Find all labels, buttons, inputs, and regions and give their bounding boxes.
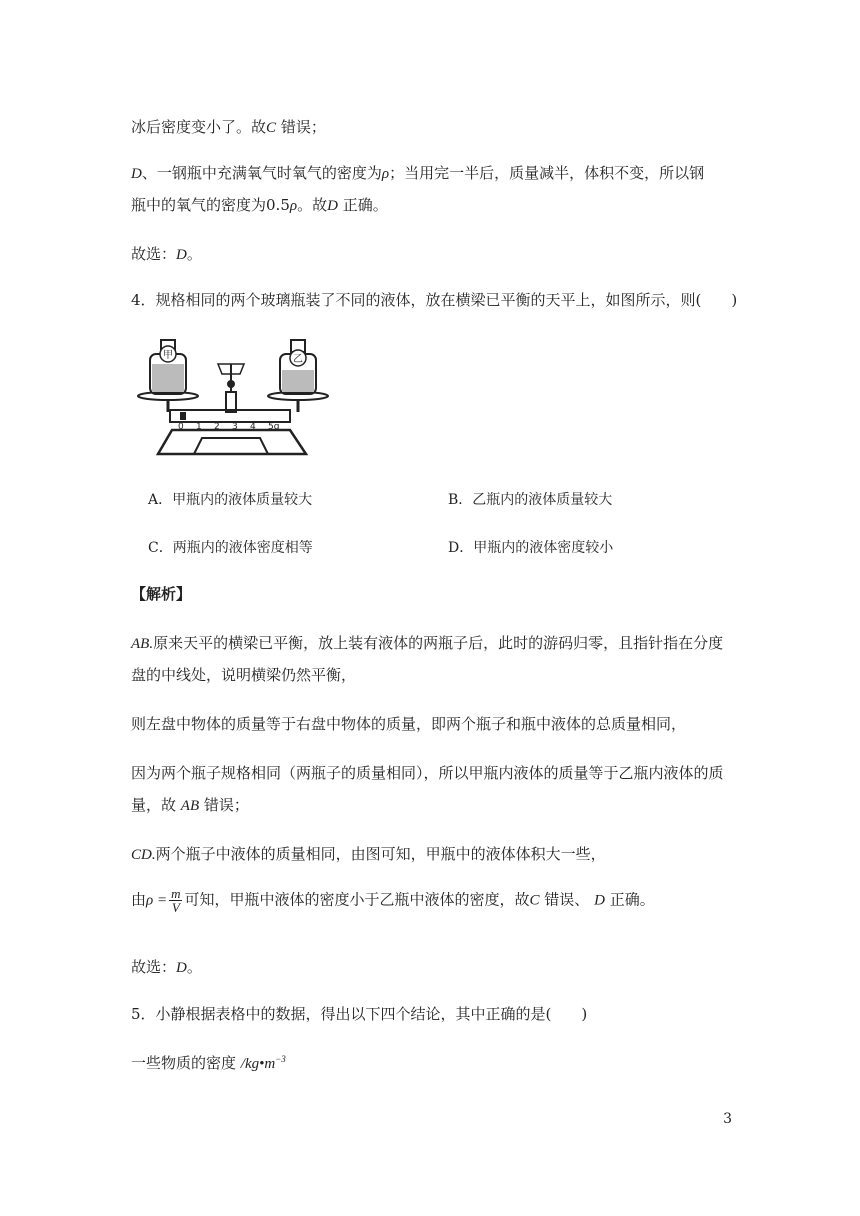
paragraph-text: 冰后密度变小了。故C 错误； bbox=[131, 118, 326, 136]
scale-tick: 5g bbox=[268, 422, 280, 432]
analysis-ab-line: 盘的中线处，说明横梁仍然平衡， bbox=[131, 666, 357, 684]
analysis-ab-line: 因为两个瓶子规格相同（两瓶子的质量相同），所以甲瓶内液体的质量等于乙瓶内液体的质 bbox=[131, 764, 724, 782]
formula-fraction: $\frac{m}{V}$ bbox=[171, 886, 181, 915]
analysis-ab-line: 量，故 AB 错误； bbox=[131, 796, 249, 814]
answer-line: 故选：D。 bbox=[131, 245, 202, 263]
scale-tick: 2 bbox=[214, 422, 220, 432]
scale-tick: 3 bbox=[232, 422, 238, 432]
scale-tick: 1 bbox=[196, 422, 202, 432]
analysis-cd-line: CD.两个瓶子中液体的质量相同，由图可知，甲瓶中的液体体积大一些， bbox=[131, 845, 606, 863]
right-bottle-label: 乙 bbox=[293, 354, 303, 365]
option-d: D．甲瓶内的液体密度较小 bbox=[448, 540, 614, 556]
paragraph-text: 瓶中的氧气的密度为0.5ρ。故D 正确。 bbox=[131, 196, 388, 214]
balance-figure bbox=[130, 334, 330, 464]
analysis-ab-line: 则左盘中物体的质量等于右盘中物体的质量，即两个瓶子和瓶中液体的总质量相同， bbox=[131, 715, 687, 733]
option-c: C．两瓶内的液体密度相等 bbox=[148, 540, 313, 556]
table-caption: 一些物质的密度 $/kg•m^{-3}$ bbox=[131, 1054, 286, 1072]
question-5-stem: 5．小静根据表格中的数据，得出以下四个结论，其中正确的是( ) bbox=[131, 1005, 588, 1023]
scale-tick: 0 bbox=[178, 422, 184, 432]
option-a: A．甲瓶内的液体质量较大 bbox=[148, 492, 313, 508]
question-4-stem: 4．规格相同的两个玻璃瓶装了不同的液体，放在横梁已平衡的天平上，如图所示，则( ) bbox=[131, 291, 738, 309]
paragraph-text: D、一钢瓶中充满氧气时氧气的密度为ρ；当用完一半后，质量减半，体积不变，所以钢 bbox=[131, 164, 705, 182]
answer-line: 故选：D。 bbox=[131, 958, 202, 976]
page-number: 3 bbox=[723, 1111, 732, 1127]
analysis-ab-line: AB.原来天平的横梁已平衡，放上装有液体的两瓶子后，此时的游码归零，且指针指在分度 bbox=[131, 634, 724, 652]
formula-line: 由ρ = $\frac{m}{V}$ 可知，甲瓶中液体的密度小于乙瓶中液体的密度，故C 错误、 D 正确。 bbox=[131, 886, 655, 915]
left-bottle-label: 甲 bbox=[163, 350, 173, 361]
option-b: B．乙瓶内的液体质量较大 bbox=[448, 492, 613, 508]
scale-tick: 4 bbox=[250, 422, 256, 432]
analysis-header: 【解析】 bbox=[131, 585, 192, 603]
